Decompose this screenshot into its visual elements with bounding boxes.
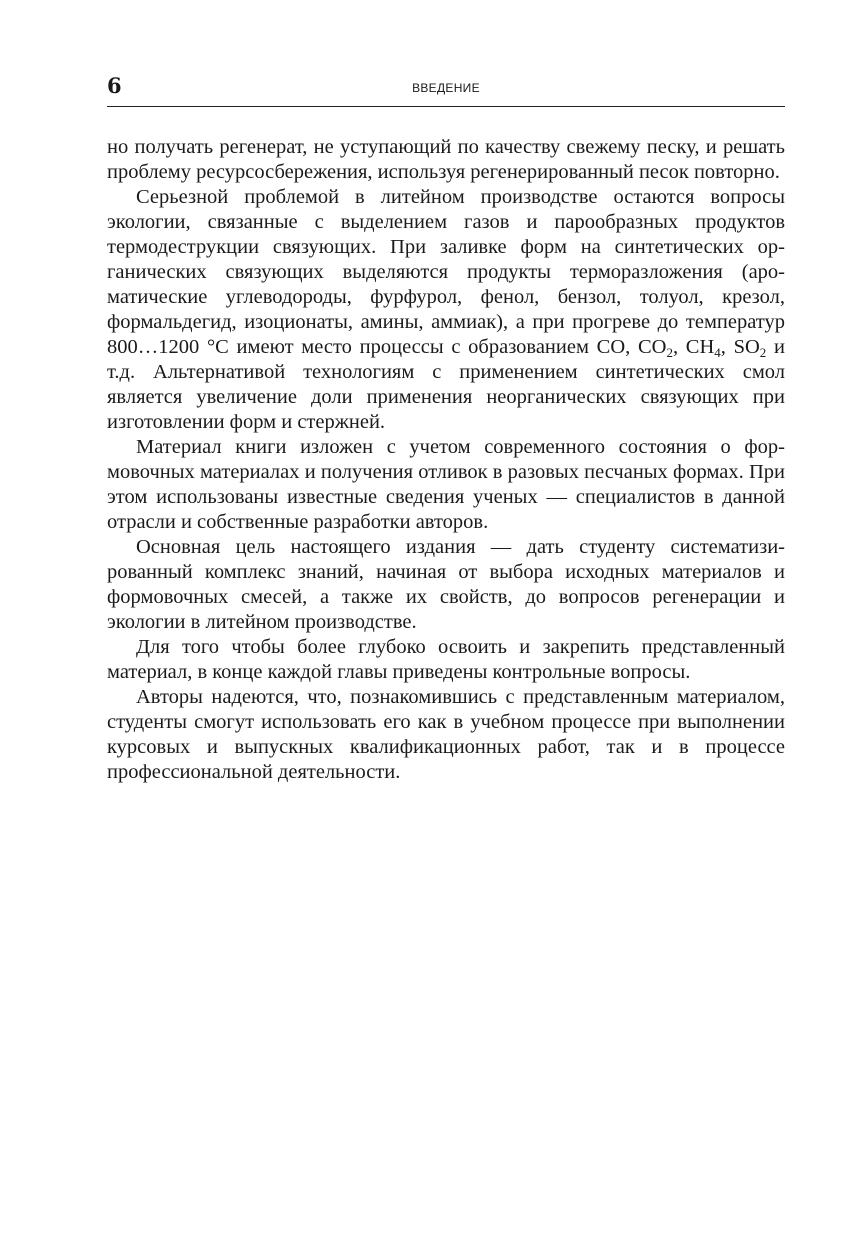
subscript-so2: 2 [759, 345, 767, 360]
paragraph-2-text-c: , SO [720, 336, 760, 358]
paragraph-2 [107, 185, 785, 435]
paragraph-2-text-d: и т.д. Альтернативой технологиям с применением синтетических смол является увеличение доли применения неорганических связующих при изготовлении форм и стержней. [107, 336, 785, 433]
body-text [107, 135, 785, 785]
paragraph-6: Авторы надеются, что, познакомившись с представленным материалом, студенты смогут использовать его как в учебном процессе при выполнении курсовых и выпускных квалификационных работ, так и в процессе профессиональной деятельности. [107, 686, 785, 783]
paragraph-1: но получать регенерат, не уступающий по качеству свежему песку, и решать проблему ресурсосбережения, используя регенерированный песок повторно. [107, 136, 785, 183]
paragraph-4: Основная цель настоящего издания — дать студенту систематизированный комплекс знаний, начиная от выбора исходных материалов и формовочных смесей, а также их свойств, до вопросов регенерации и экологии в литейном производстве. [107, 536, 785, 633]
paragraph-3: Материал книги изложен с учетом современного состояния о формовочных материалах и получения отливок в разовых песчаных формах. При этом использованы известные сведения ученых — специалистов в данной отрасли и собственные разработки авторов. [107, 436, 785, 533]
page-number: 6 [107, 73, 122, 98]
running-head: ВВЕДЕНИЕ [412, 81, 480, 95]
book-page [107, 70, 785, 785]
subscript-ch4: 4 [714, 345, 721, 360]
page-header [107, 70, 785, 107]
subscript-co2: 2 [666, 345, 673, 360]
paragraph-2-text-a: Серьезной проблемой в литейном производстве остаются вопросы экологии, связанные с выделением газов и парообразных продуктов термодеструкции связующих. При заливке форм на синтетических органических связующих выделяются продукты терморазложения (ароматические углеводороды, фурфурол, фенол, бензол, толуол, крезол, формальдегид, изоционаты, амины, аммиак), а при прогреве до температур 800…1200 °С имеют место процессы с образованием CO, CO [107, 186, 785, 358]
paragraph-2-text-b: , CH [672, 336, 715, 358]
paragraph-5: Для того чтобы более глубоко освоить и закрепить представленный материал, в конце каждой главы приведены контрольные вопросы. [107, 636, 785, 683]
